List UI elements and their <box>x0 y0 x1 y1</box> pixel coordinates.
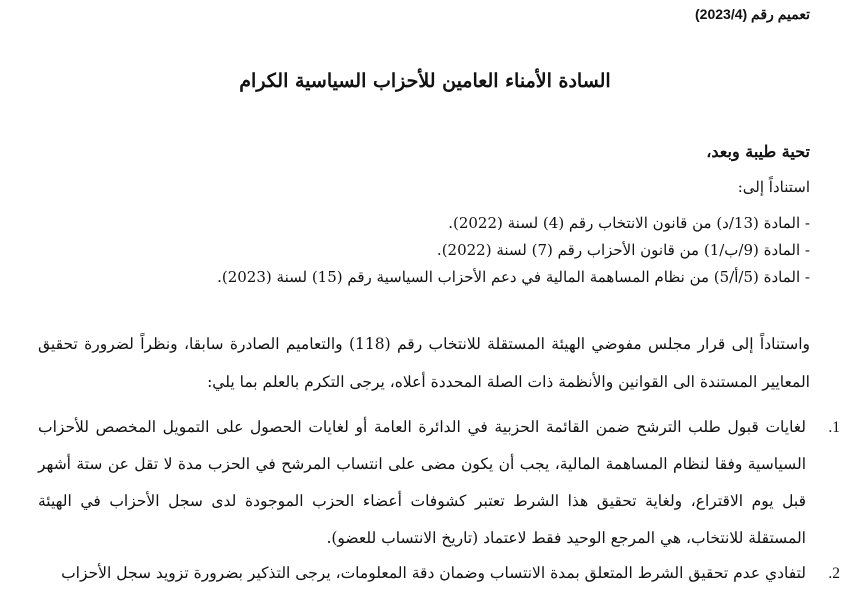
reference-item: - المادة (13/د) من قانون الانتخاب رقم (4) لسنة (2022). <box>448 214 810 232</box>
item-number: 1. <box>828 419 840 436</box>
references-list <box>30 210 810 291</box>
greeting: تحية طيبة وبعد، <box>706 142 810 161</box>
addressee-title: السادة الأمناء العامين للأحزاب السياسية الكرام <box>239 70 611 92</box>
reference-item: - المادة (5/أ/5) من نظام المساهمة المالية في دعم الأحزاب السياسية رقم (15) لسنة (2023). <box>217 268 810 286</box>
numbered-item <box>38 409 840 557</box>
item-text: لتفادي عدم تحقيق الشرط المتعلق بمدة الانتساب وضمان دقة المعلومات، يرجى التذكير بضرورة تزويد سجل الأحزاب <box>61 564 806 582</box>
item-number: 2. <box>828 565 840 582</box>
reference-item: - المادة (9/ب/1) من قانون الأحزاب رقم (7) لسنة (2022). <box>436 241 810 259</box>
numbered-item <box>38 555 840 592</box>
circular-number: تعميم رقم (2023/4) <box>695 6 810 22</box>
body-paragraph: واستناداً إلى قرار مجلس مفوضي الهيئة المستقلة للانتخاب رقم (118) والتعاميم الصادرة سابقا، ونظراً لضرورة تحقيق المعايير المستندة الى القوانين والأنظمة ذات الصلة المحددة أعلاه، يرجى التكرم بالعلم بما يلي: <box>38 335 810 391</box>
intro-line: استناداً إلى: <box>737 178 810 196</box>
item-text: لغايات قبول طلب الترشح ضمن القائمة الحزبية في الدائرة العامة أو لغايات الحصول على التمويل المخصص للأحزاب السياسية وفقا لنظام المساهمة المالية، يجب أن يكون مضى على انتساب المرشح في الحزب مدة لا تقل عن ستة أشهر قبل يوم الاقتراع، ولغاية تحقيق هذا الشرط تعتبر كشوفات أعضاء الحزب الموجودة لدى سجل الأحزاب في الهيئة المستقلة للانتخاب، هي المرجع الوحيد فقط لاعتماد (تاريخ الانتساب للعضو). <box>38 418 806 547</box>
